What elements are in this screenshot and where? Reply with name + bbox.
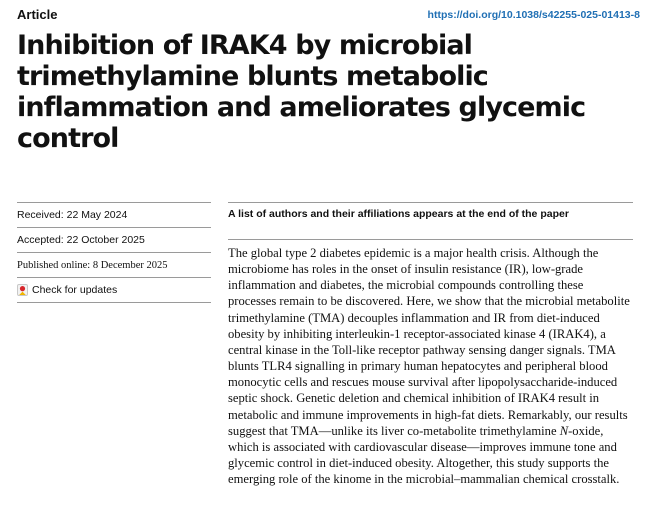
article-title: Inhibition of IRAK4 by microbial trimethylamine blunts metabolic inflammation and ameliorates glycemic control [17, 30, 586, 154]
abstract-text [228, 245, 633, 487]
check-for-updates-label: Check for updates [32, 284, 118, 296]
abstract-part-2: -oxide, which is associated with cardiovascular disease—improves immune tone and glycemic control in diet-induced obesity. Altogether, this study supports the emerging role of the kinome in the microbial–mammalian chemical crosstalk. [228, 423, 620, 487]
article-type-label: Article [17, 7, 58, 22]
doi-link[interactable]: https://doi.org/10.1038/s42255-025-01413-8 [427, 9, 640, 21]
check-updates-badge-icon [17, 284, 28, 296]
publication-history [17, 202, 211, 303]
accepted-date: Accepted: 22 October 2025 [17, 227, 211, 252]
check-for-updates-button[interactable] [17, 277, 211, 303]
received-date: Received: 22 May 2024 [17, 202, 211, 227]
abstract-part-1: The global type 2 diabetes epidemic is a major health crisis. Although the microbiome has roles in the onset of insulin resistance (IR), low-grade inflammation and diabetes, the microbial compounds controlling these processes remain to be discovered. Here, we show that the microbial metabolite trimethylamine (TMA) decouples inflammation and IR from diet-induced obesity by inhibiting interleukin-1 receptor-associated kinase 4 (IRAK4), a central kinase in the Toll-like receptor pathway sensing danger signals. TMA blunts TLR4 signalling in primary human hepatocytes and peripheral blood monocytic cells and rescues mouse survival after lipopolysaccharide-induced septic shock. Genetic deletion and chemical inhibition of IRAK4 result in metabolic and immune improvements in high-fat diets. Remarkably, our results suggest that TMA—unlike its liver co-metabolite trimethylamine [228, 246, 630, 438]
abstract-italic-n: N [559, 423, 569, 438]
article-header-bar [17, 6, 640, 26]
published-date: Published online: 8 December 2025 [17, 252, 211, 277]
authors-affiliations-note: A list of authors and their affiliations appears at the end of the paper [228, 202, 633, 240]
abstract-column [228, 202, 633, 487]
